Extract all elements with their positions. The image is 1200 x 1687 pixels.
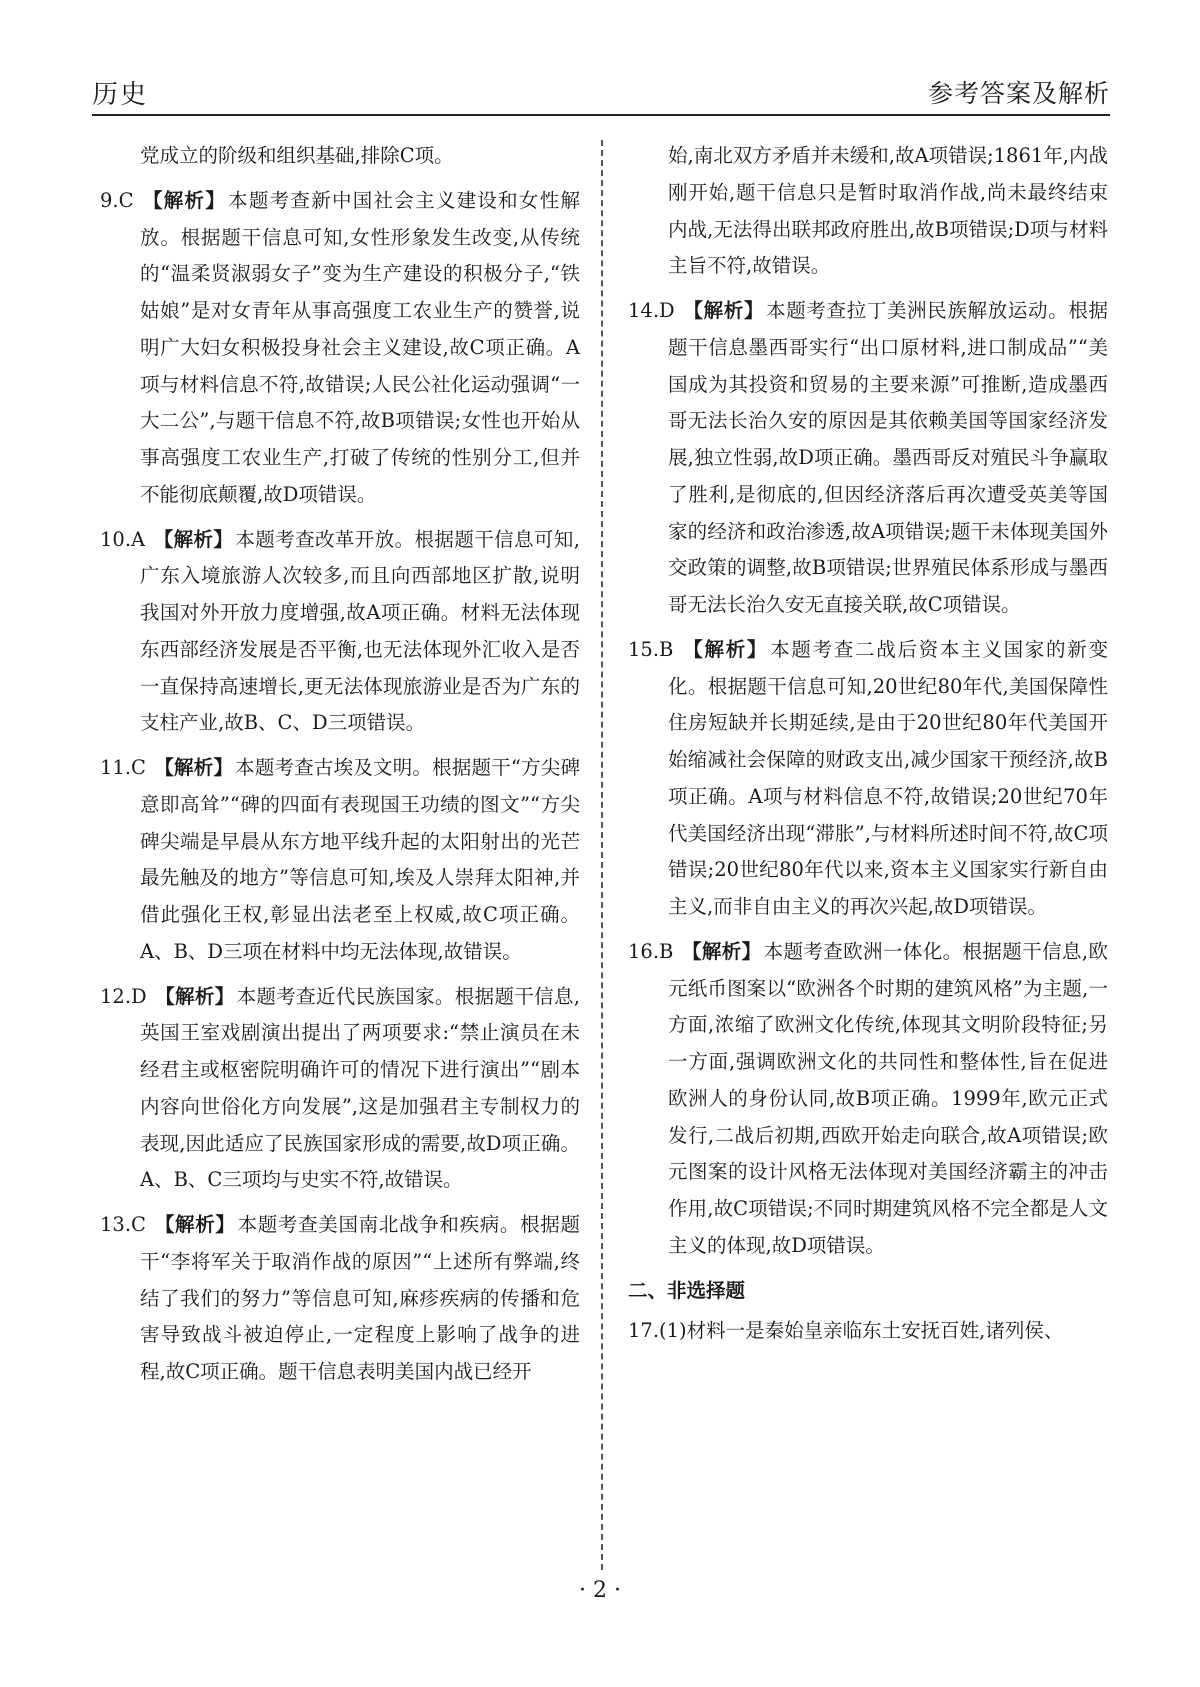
analysis-tag: 【解析】 (154, 756, 234, 779)
question-number: 12.D (100, 984, 147, 1008)
analysis-tag: 【解析】 (153, 527, 234, 551)
answer-item-14 (628, 293, 1108, 624)
question-number: 10.A (100, 527, 146, 551)
analysis-tag: 【解析】 (681, 939, 762, 963)
analysis-tag: 【解析】 (155, 984, 235, 1008)
subject-title: 历史 (92, 80, 149, 110)
question-number: 16.B (628, 939, 674, 963)
analysis-tag: 【解析】 (683, 299, 765, 322)
right-column (628, 138, 1108, 1358)
answer-item-11 (100, 750, 580, 971)
answer-item-16 (628, 934, 1108, 1265)
answer-item-17 (628, 1313, 1108, 1350)
question-number: 15.B (628, 637, 674, 661)
analysis-tag: 【解析】 (154, 1213, 236, 1236)
answer-item-13 (100, 1207, 580, 1391)
answer-text: (1)材料一是秦始皇亲临东土安抚百姓,诸列侯、 (659, 1319, 1064, 1343)
analysis-text: 本题考查拉丁美洲民族解放运动。根据题干信息墨西哥实行“出口原材料,进口制成品”“美国成为其投资和贸易的主要来源”可推断,造成墨西哥无法长治久安的原因是其依赖美国等国家经济发展,独立性弱,故D项正确。墨西哥反对殖民斗争赢取了胜利,是彻底的,但因经济落后再次遭受英美等国家的经济和政治渗透,故A项错误;题干未体现美国外交政策的调整,故B项错误;世界殖民体系形成与墨西哥无法长治久安无直接关联,故C项错误。 (668, 299, 1108, 616)
analysis-tag: 【解析】 (683, 637, 769, 661)
document-title: 参考答案及解析 (927, 79, 1110, 108)
analysis-tag: 【解析】 (143, 188, 227, 212)
answer-item-10 (100, 522, 580, 743)
analysis-text: 本题考查美国南北战争和疾病。根据题干“李将军关于取消作战的原因”“上述所有弊端,终结了我们的努力”等信息可知,麻疹疾病的传播和危害导致战斗被迫停止,一定程度上影响了战争的进程,故C项正确。题干信息表明美国内战已经开 (140, 1213, 580, 1383)
answer-item-9 (100, 183, 580, 514)
analysis-text: 本题考查古埃及文明。根据题干“方尖碑意即高耸”“碑的四面有表现国王功绩的图文”“方尖碑尖端是早晨从东方地平线升起的太阳射出的光芒最先触及的地方”等信息可知,埃及人崇拜太阳神,并借此强化王权,彰显出法老至上权威,故C项正确。A、B、D三项在材料中均无法体现,故错误。 (140, 756, 580, 963)
section-heading: 二、非选择题 (628, 1278, 746, 1302)
page-number: · 2 · (579, 1578, 621, 1603)
page-header (92, 72, 1110, 116)
continued-paragraph: 始,南北双方矛盾并未缓和,故A项错误;1861年,内战刚开始,题干信息只是暂时取消作战,尚未最终结束内战,无法得出联邦政府胜出,故B项错误;D项与材料主旨不符,故错误。 (668, 144, 1108, 278)
question-number: 13.C (100, 1213, 146, 1236)
analysis-text: 本题考查二战后资本主义国家的新变化。根据题干信息可知,20世纪80年代,美国保障性住房短缺并长期延续,是由于20世纪80年代美国开始缩减社会保障的财政支出,减少国家干预经济,故B项正确。A项与材料信息不符,故错误;20世纪70年代美国经济出现“滞胀”,与材料所述时间不符,故C项错误;20世纪80年代以来,资本主义国家实行新自由主义,而非自由主义的再次兴起,故D项错误。 (668, 637, 1108, 918)
analysis-text: 本题考查改革开放。根据题干信息可知,广东入境旅游人次较多,而且向西部地区扩散,说明我国对外开放力度增强,故A项正确。材料无法体现东西部经济发展是否平衡,也无法体现外汇收入是否一直保持高速增长,更无法体现旅游业是否为广东的支柱产业,故B、C、D三项错误。 (140, 527, 580, 735)
analysis-text: 本题考查新中国社会主义建设和女性解放。根据题干信息可知,女性形象发生改变,从传统的“温柔贤淑弱女子”变为生产建设的积极分子,“铁姑娘”是对女青年从事高强度工农业生产的赞誉,说明广大妇女积极投身社会主义建设,故C项正确。A项与材料信息不符,故错误;人民公社化运动强调“一大二公”,与题干信息不符,故B项错误;女性也开始从事高强度工农业生产,打破了传统的性别分工,但并不能彻底颠覆,故D项错误。 (140, 188, 580, 506)
continued-paragraph: 党成立的阶级和组织基础,排除C项。 (140, 144, 454, 167)
question-number: 14.D (628, 299, 675, 322)
analysis-text: 本题考查欧洲一体化。根据题干信息,欧元纸币图案以“欧洲各个时期的建筑风格”为主题,一方面,浓缩了欧洲文化传统,体现其文明阶段特征;另一方面,强调欧洲文化的共同性和整体性,旨在促进欧洲人的身份认同,故B项正确。1999年,欧元正式发行,二战后初期,西欧开始走向联合,故A项错误;欧元图案的设计风格无法体现对美国经济霸主的冲击作用,故C项错误;不同时期建筑风格不完全都是人文主义的体现,故D项错误。 (668, 939, 1108, 1257)
answer-item-15 (628, 632, 1108, 926)
left-column (100, 138, 580, 1399)
answer-item-12 (100, 979, 580, 1200)
column-divider (601, 140, 603, 1570)
question-number: 17. (628, 1319, 660, 1343)
question-number: 9.C (100, 188, 134, 212)
question-number: 11.C (100, 756, 146, 779)
analysis-text: 本题考查近代民族国家。根据题干信息,英国王室戏剧演出提出了两项要求:“禁止演员在未经君主或枢密院明确许可的情况下进行演出”“剧本内容向世俗化方向发展”,这是加强君主专制权力的表现,因此适应了民族国家形成的需要,故D项正确。A、B、C三项均与史实不符,故错误。 (140, 984, 580, 1192)
